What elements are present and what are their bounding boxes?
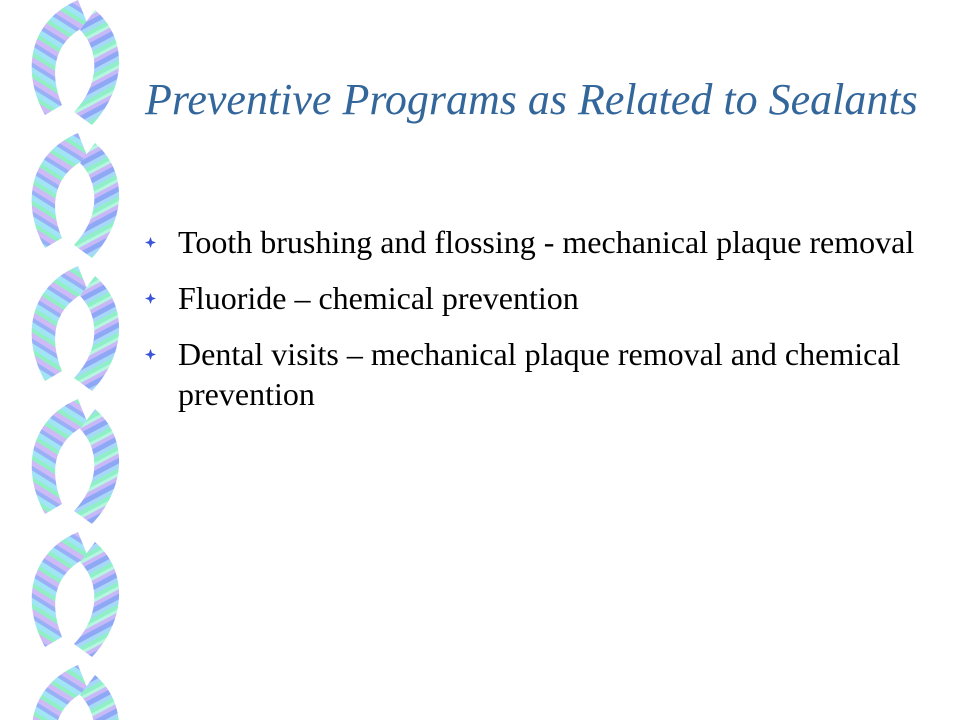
- ribbon-segment: [32, 532, 88, 647]
- bullet-item: [145, 278, 935, 318]
- ribbon-segment: [32, 0, 88, 115]
- ribbon-segment: [32, 399, 88, 514]
- diamond-bullet-icon: [145, 237, 156, 248]
- slide-title: Preventive Programs as Related to Sealants: [145, 75, 918, 124]
- bullet-item: [145, 334, 935, 414]
- bullet-text: Tooth brushing and flossing - mechanical plaque removal: [178, 224, 915, 260]
- ribbon-segment: [32, 266, 88, 381]
- bullet-text: Fluoride – chemical prevention: [178, 280, 579, 316]
- bullet-list: [145, 222, 935, 430]
- ribbon-segment: [32, 133, 88, 248]
- diamond-bullet-icon: [145, 293, 156, 304]
- diamond-bullet-icon: [145, 349, 156, 360]
- bullet-text: Dental visits – mechanical plaque removal and chemical prevention: [178, 336, 901, 412]
- ribbon-segment: [32, 665, 88, 720]
- bullet-item: [145, 222, 935, 262]
- spiral-ribbon-icon: [0, 0, 140, 720]
